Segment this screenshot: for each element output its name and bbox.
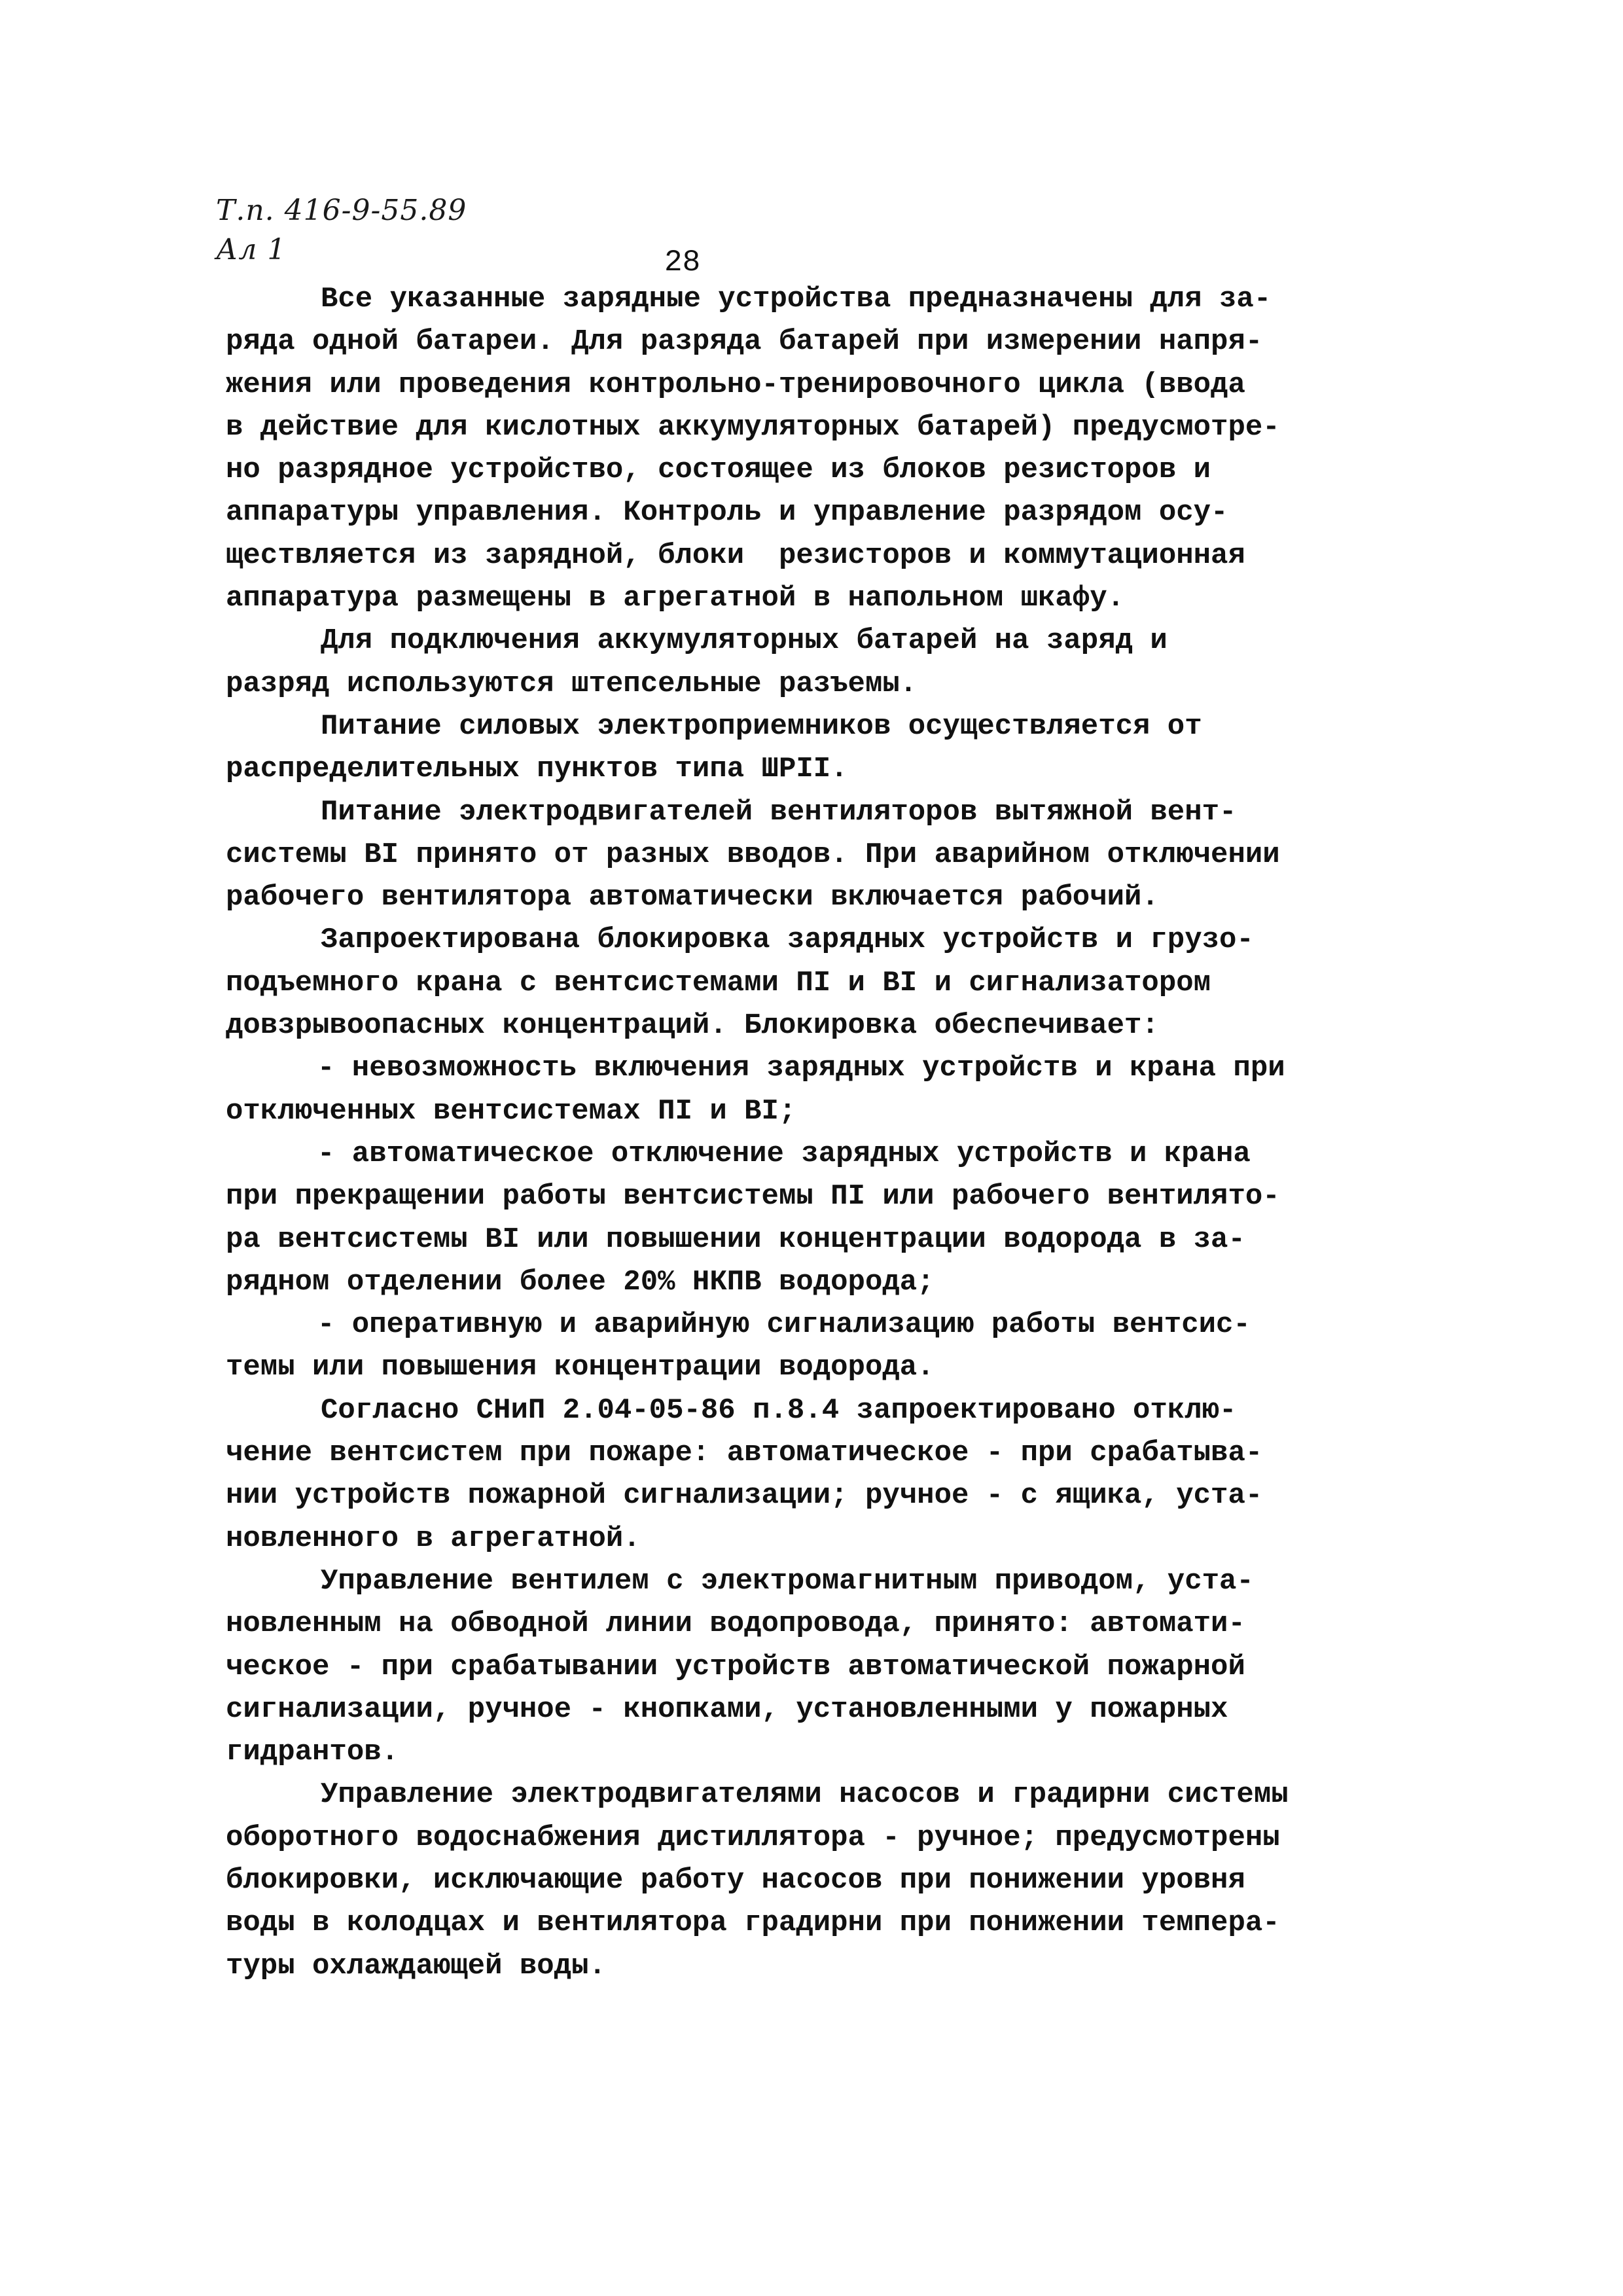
- text-line: Управление вентилем с электромагнитным приводом, уста-: [321, 1564, 1254, 1598]
- text-line: в действие для кислотных аккумуляторных батарей) предусмотре-: [226, 410, 1280, 444]
- handwritten-sheet-mark: Ал 1: [216, 233, 287, 266]
- text-line: - автоматическое отключение зарядных устройств и крана: [317, 1137, 1251, 1170]
- text-line: Управление электродвигателями насосов и градирни системы: [321, 1778, 1289, 1812]
- text-line: чение вентсистем при пожаре: автоматическое - при срабатыва-: [226, 1437, 1263, 1470]
- text-line: подъемного крана с вентсистемами ПI и BI и сигнализатором: [226, 966, 1211, 999]
- handwritten-stamp-code: Т.п. 416-9-55.89: [216, 194, 467, 227]
- text-line: Питание электродвигателей вентиляторов вытяжной вент-: [321, 795, 1237, 829]
- text-line: Для подключения аккумуляторных батарей на заряд и: [321, 624, 1168, 658]
- text-line: Все указанные зарядные устройства предназначены для за-: [321, 283, 1272, 315]
- text-line: жения или проведения контрольно-тренировочного цикла (ввода: [226, 368, 1245, 401]
- text-line: рядном отделении более 20% НКПВ водорода;: [226, 1265, 935, 1299]
- text-line: Согласно СНиП 2.04-05-86 п.8.4 запроектировано отклю-: [321, 1393, 1237, 1427]
- text-line: довзрывоопасных концентраций. Блокировка обеспечивает:: [226, 1009, 1159, 1043]
- text-line: оборотного водоснабжения дистиллятора - ручное; предусмотрены: [226, 1821, 1280, 1854]
- text-line: новленного в агрегатной.: [226, 1522, 641, 1555]
- text-line: ческое - при срабатывании устройств автоматической пожарной: [226, 1650, 1245, 1683]
- text-line: аппаратуры управления. Контроль и управление разрядом осу-: [226, 496, 1228, 529]
- text-line: нии устройств пожарной сигнализации; ручное - с ящика, уста-: [226, 1479, 1263, 1513]
- text-line: Запроектирована блокировка зарядных устройств и грузо-: [321, 924, 1254, 957]
- text-line: системы BI принято от разных вводов. При аварийном отключении: [226, 838, 1280, 871]
- text-line: - невозможность включения зарядных устройств и крана при: [317, 1052, 1285, 1085]
- text-line: рабочего вентилятора автоматически включается рабочий.: [226, 881, 1159, 914]
- document-body: [226, 278, 1351, 1988]
- text-line: отключенных вентсистемах ПI и BI;: [226, 1094, 796, 1128]
- text-line: ра вентсистемы BI или повышении концентрации водорода в за-: [226, 1223, 1245, 1256]
- text-line: ряда одной батареи. Для разряда батарей при измерении напря-: [226, 325, 1263, 359]
- text-line: туры охлаждающей воды.: [226, 1949, 606, 1982]
- text-line: ществляется из зарядной, блоки резисторов и коммутационная: [226, 539, 1245, 572]
- text-line: - оперативную и аварийную сигнализацию работы вентсис-: [317, 1308, 1251, 1342]
- text-line: новленным на обводной линии водопровода, принято: автомати-: [226, 1607, 1245, 1641]
- text-line: темы или повышения концентрации водорода.: [226, 1351, 935, 1384]
- text-line: при прекращении работы вентсистемы ПI или рабочего вентилято-: [226, 1180, 1280, 1213]
- page-number: 28: [664, 245, 701, 279]
- text-line: разряд используются штепсельные разъемы.: [226, 667, 918, 700]
- text-line: Питание силовых электроприемников осуществляется от: [321, 709, 1202, 743]
- text-line: сигнализации, ручное - кнопками, установленными у пожарных: [226, 1693, 1228, 1726]
- text-line: но разрядное устройство, состоящее из блоков резисторов и: [226, 454, 1211, 487]
- text-line: распределительных пунктов типа ШРII.: [226, 753, 848, 786]
- text-line: гидрантов.: [226, 1736, 399, 1769]
- text-line: блокировки, исключающие работу насосов при понижении уровня: [226, 1863, 1245, 1897]
- text-line: воды в колодцах и вентилятора градирни при понижении темпера-: [226, 1907, 1280, 1940]
- text-line: аппаратура размещены в агрегатной в напольном шкафу.: [226, 582, 1125, 615]
